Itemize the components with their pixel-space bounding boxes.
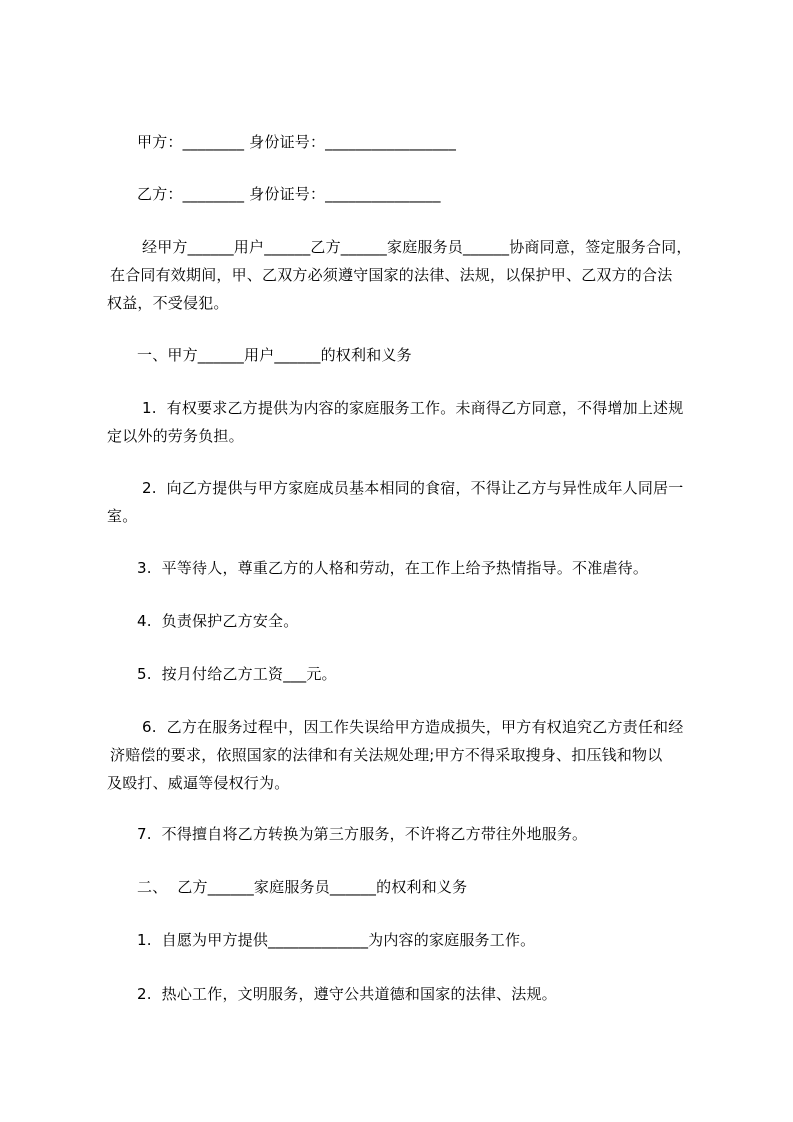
section-2-item-1: 1. 自愿为甲方提供_____________为内容的家庭服务工作。 [137,931,536,949]
party-b-line: 乙方：________ 身份证号：_______________ [137,185,441,203]
section-2-heading: 二、 乙方______家庭服务员______的权利和义务 [137,878,468,896]
section-1-item-6-line-3: 及殴打、威逼等侵权行为。 [107,774,290,792]
section-1-item-4: 4. 负责保护乙方安全。 [137,612,299,630]
section-1-heading: 一、甲方______用户______的权利和义务 [137,346,412,364]
party-a-line: 甲方：________ 身份证号：_________________ [137,133,457,151]
section-1-item-5: 5. 按月付给乙方工资___元。 [137,665,337,683]
section-1-item-7: 7. 不得擅自将乙方转换为第三方服务，不许将乙方带往外地服务。 [137,825,588,843]
section-1-item-3: 3. 平等待人，尊重乙方的人格和劳动，在工作上给予热情指导。不准虐待。 [137,559,649,577]
section-1-item-2-line-2: 室。 [107,507,138,525]
intro-line-1: 经甲方______用户______乙方______家庭服务员______协商同意，签定服务合同， [142,238,692,256]
intro-line-3: 权益，不受侵犯。 [107,294,229,312]
section-1-item-1-line-1: 1. 有权要求乙方提供为内容的家庭服务工作。未商得乙方同意，不得增加上述规 [142,399,684,417]
section-1-item-2-line-1: 2. 向乙方提供与甲方家庭成员基本相同的食宿，不得让乙方与异性成年人同居一 [142,479,684,497]
section-1-item-1-line-2: 定以外的劳务负担。 [107,427,244,445]
intro-line-2: 在合同有效期间，甲、乙双方必须遵守国家的法律、法规，以保护甲、乙双方的合法 [110,266,673,284]
section-1-item-6-line-1: 6. 乙方在服务过程中，因工作失误给甲方造成损失，甲方有权追究乙方责任和经 [142,718,684,736]
section-1-item-6-line-2: 济赔偿的要求，依照国家的法律和有关法规处理;甲方不得采取搜身、扣压钱和物以 [110,746,663,764]
section-2-item-2: 2. 热心工作，文明服务，遵守公共道德和国家的法律、法规。 [137,985,557,1003]
